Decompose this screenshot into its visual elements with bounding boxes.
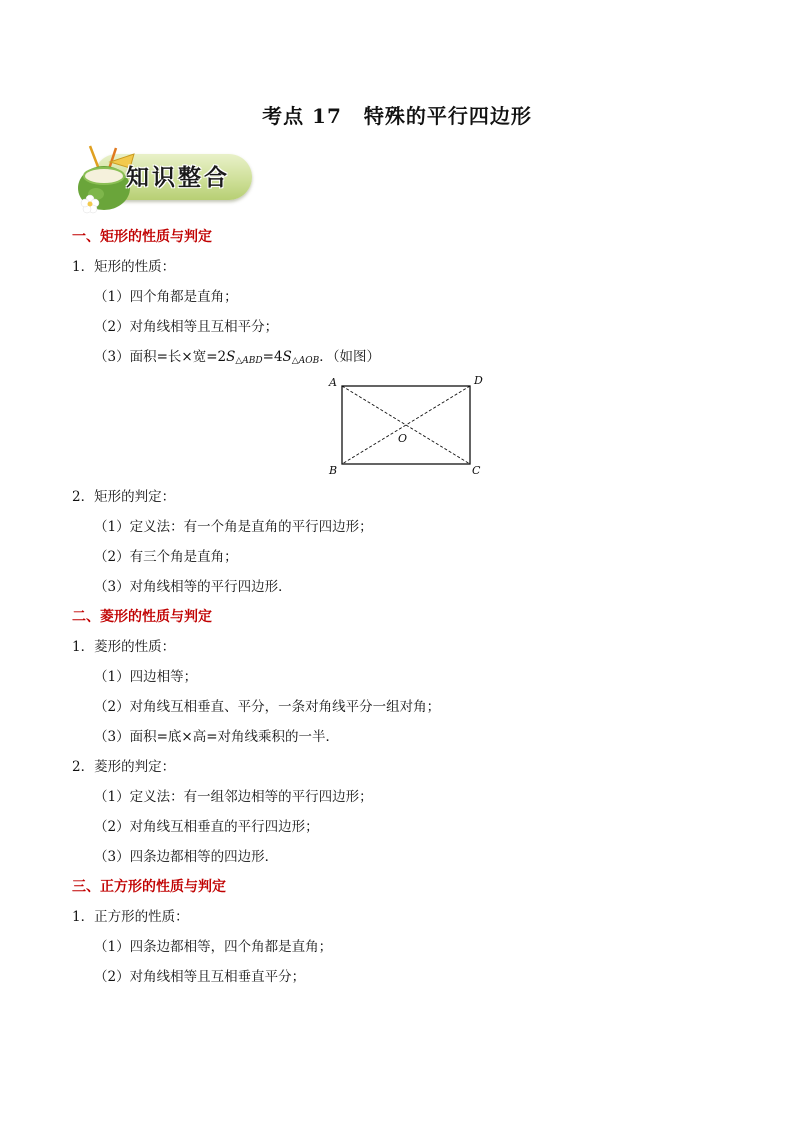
square-prop-title: 1．正方形的性质： <box>72 909 189 925</box>
rect-prop-3-a: （3）面积=长×宽=2 <box>94 349 227 365</box>
label-o: O <box>398 432 408 445</box>
label-a: A <box>329 376 337 389</box>
page-title <box>0 100 794 129</box>
label-d: D <box>474 374 483 387</box>
square-prop-2: （2）对角线相等且互相垂直平分； <box>94 969 306 985</box>
rhombus-prop-2: （2）对角线互相垂直、平分，一条对角线平分一组对角； <box>94 699 441 715</box>
rhombus-judge-1: （1）定义法：有一组邻边相等的平行四边形； <box>94 789 373 805</box>
knowledge-banner <box>70 142 254 214</box>
rect-prop-3-c: ．（如图） <box>319 349 380 365</box>
document-body <box>72 222 732 992</box>
label-c: C <box>472 464 481 477</box>
rhombus-judge-2: （2）对角线互相垂直的平行四边形； <box>94 819 319 835</box>
rect-prop-3-s2: S <box>282 349 292 365</box>
title-main: 特殊的平行四边形 <box>363 104 532 128</box>
rect-prop-3 <box>72 342 732 372</box>
title-prefix: 考点 17 <box>262 104 342 128</box>
rectangle-diagram <box>324 374 484 478</box>
rect-prop-3-sub2: △AOB <box>291 356 320 366</box>
rect-prop-2: （2）对角线相等且互相平分； <box>94 319 279 335</box>
rect-prop-3-b: =4 <box>262 349 283 365</box>
rhombus-judge-3: （3）四条边都相等的四边形． <box>94 849 279 865</box>
rect-judge-title: 2．矩形的判定： <box>72 489 176 505</box>
rect-judge-1: （1）定义法：有一个角是直角的平行四边形； <box>94 519 373 535</box>
rect-prop-3-s1: S <box>226 349 236 365</box>
section-heading-square: 三、正方形的性质与判定 <box>72 879 226 895</box>
rect-prop-3-sub1: △ABD <box>235 356 263 366</box>
rhombus-prop-title: 1．菱形的性质： <box>72 639 176 655</box>
square-prop-1: （1）四条边都相等，四个角都是直角； <box>94 939 333 955</box>
rect-prop-title: 1．矩形的性质： <box>72 259 176 275</box>
section-heading-rhombus: 二、菱形的性质与判定 <box>72 609 212 625</box>
label-b: B <box>329 464 338 477</box>
rhombus-prop-1: （1）四边相等； <box>94 669 198 685</box>
rect-judge-3: （3）对角线相等的平行四边形． <box>94 579 292 595</box>
rect-judge-2: （2）有三个角是直角； <box>94 549 238 565</box>
rhombus-prop-3: （3）面积=底×高=对角线乘积的一半． <box>94 729 340 745</box>
section-heading-rectangle: 一、矩形的性质与判定 <box>72 229 212 245</box>
banner-label: 知识整合 <box>126 164 230 191</box>
rhombus-judge-title: 2．菱形的判定： <box>72 759 176 775</box>
rectangle-figure <box>72 372 732 482</box>
rect-prop-1: （1）四个角都是直角； <box>94 289 238 305</box>
